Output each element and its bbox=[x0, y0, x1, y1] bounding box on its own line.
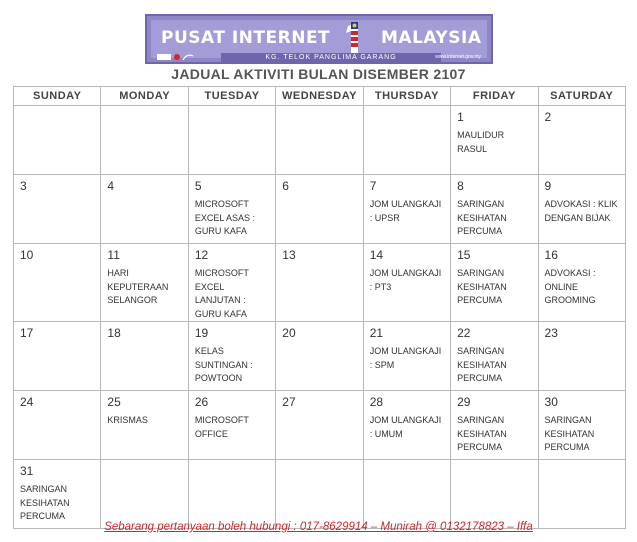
calendar-day-cell bbox=[101, 460, 188, 529]
day-number: 4 bbox=[107, 179, 115, 193]
weekday-sunday: SUNDAY bbox=[14, 87, 101, 106]
day-number: 13 bbox=[282, 248, 296, 262]
calendar-day-cell bbox=[276, 106, 363, 175]
calendar-day-cell bbox=[14, 391, 101, 460]
calendar-title: JADUAL AKTIVITI BULAN DISEMBER 2107 bbox=[171, 66, 466, 82]
calendar-day-cell bbox=[188, 460, 275, 529]
day-event: JOM ULANGKAJI : UMUM bbox=[369, 415, 442, 439]
calendar-day-cell bbox=[451, 106, 538, 175]
calendar-day-cell bbox=[101, 106, 188, 175]
banner-title-right: MALAYSIA bbox=[381, 28, 482, 48]
day-event: KELAS SUNTINGAN : POWTOON bbox=[194, 346, 253, 383]
day-number: 17 bbox=[20, 326, 34, 340]
banner-title-left: PUSAT INTERNET bbox=[161, 28, 331, 48]
calendar-day-cell bbox=[188, 244, 275, 322]
day-number: 8 bbox=[457, 179, 464, 193]
day-number: 23 bbox=[544, 326, 558, 340]
calendar-day-cell bbox=[451, 175, 538, 244]
weekday-tuesday: TUESDAY bbox=[188, 87, 275, 106]
calendar-body bbox=[14, 106, 626, 529]
day-number: 1 bbox=[457, 110, 464, 124]
calendar-day-cell bbox=[451, 322, 538, 391]
contact-footer: Sebarang pertanyaan boleh hubungi : 017-8629914 – Munirah @ 0132178823 – Iffa bbox=[104, 521, 533, 533]
calendar-day-cell bbox=[188, 175, 275, 244]
calendar-week-row bbox=[14, 391, 626, 460]
day-number: 27 bbox=[282, 395, 296, 409]
banner-inner bbox=[151, 20, 487, 61]
calendar-day-cell bbox=[363, 106, 450, 175]
calendar-day-cell bbox=[14, 460, 101, 529]
header-banner bbox=[145, 14, 493, 64]
calendar-day-cell bbox=[538, 460, 625, 529]
day-number: 21 bbox=[369, 326, 384, 340]
calendar-day-cell bbox=[101, 391, 188, 460]
calendar-day-cell bbox=[188, 322, 275, 391]
calendar-day-cell bbox=[363, 322, 450, 391]
banner-subtitle: KG. TELOK PANGLIMA GARANG bbox=[221, 53, 441, 62]
calendar-day-cell bbox=[538, 322, 625, 391]
day-event: JOM ULANGKAJI : PT3 bbox=[369, 268, 442, 292]
partner-logos-icon bbox=[157, 53, 197, 61]
calendar-day-cell bbox=[276, 175, 363, 244]
calendar-week-row bbox=[14, 244, 626, 322]
day-event: SARINGAN KESIHATAN PERCUMA bbox=[544, 415, 595, 452]
calendar-week-row bbox=[14, 322, 626, 391]
day-event: SARINGAN KESIHATAN PERCUMA bbox=[457, 346, 507, 383]
calendar-day-cell bbox=[188, 106, 275, 175]
day-event: MICROSOFT OFFICE bbox=[194, 415, 249, 439]
day-number: 11 bbox=[107, 248, 120, 262]
calendar-day-cell bbox=[276, 460, 363, 529]
calendar-week-row bbox=[14, 106, 626, 175]
calendar-day-cell bbox=[363, 244, 450, 322]
day-number: 6 bbox=[282, 179, 289, 193]
day-number: 29 bbox=[457, 395, 471, 409]
calendar-day-cell bbox=[14, 106, 101, 175]
calendar-day-cell bbox=[101, 175, 188, 244]
day-event: SARINGAN KESIHATAN PERCUMA bbox=[20, 484, 70, 521]
banner-website: www.internet.gov.my bbox=[435, 54, 481, 60]
day-event: SARINGAN KESIHATAN PERCUMA bbox=[457, 199, 507, 236]
calendar-day-cell bbox=[276, 391, 363, 460]
weekday-saturday: SATURDAY bbox=[538, 87, 625, 106]
calendar-day-cell bbox=[101, 322, 188, 391]
day-number: 19 bbox=[194, 326, 209, 340]
weekday-thursday: THURSDAY bbox=[363, 87, 450, 106]
calendar-day-cell bbox=[14, 175, 101, 244]
day-number: 2 bbox=[544, 110, 552, 124]
day-number: 7 bbox=[369, 179, 377, 193]
day-event: ADVOKASI : ONLINE GROOMING bbox=[544, 268, 596, 305]
calendar-day-cell bbox=[14, 244, 101, 322]
day-number: 26 bbox=[194, 395, 209, 409]
day-event: SARINGAN KESIHATAN PERCUMA bbox=[457, 415, 507, 452]
calendar-day-cell bbox=[538, 244, 625, 322]
day-number: 15 bbox=[457, 248, 471, 262]
calendar-day-cell bbox=[276, 244, 363, 322]
day-number: 20 bbox=[282, 326, 296, 340]
weekday-friday: FRIDAY bbox=[451, 87, 538, 106]
day-event: ADVOKASI : KLIK DENGAN BIJAK bbox=[544, 199, 618, 223]
calendar-day-cell bbox=[188, 391, 275, 460]
day-number: 14 bbox=[369, 248, 384, 262]
day-event: KRISMAS bbox=[107, 415, 148, 425]
calendar-week-row bbox=[14, 175, 626, 244]
calendar-day-cell bbox=[101, 244, 188, 322]
calendar-day-cell bbox=[276, 322, 363, 391]
day-number: 25 bbox=[107, 395, 121, 409]
calendar-table bbox=[13, 86, 626, 529]
calendar-day-cell bbox=[538, 106, 625, 175]
day-event: HARI KEPUTERAAN SELANGOR bbox=[107, 268, 169, 305]
day-number: 12 bbox=[194, 248, 209, 262]
day-number: 16 bbox=[544, 248, 558, 262]
day-number: 28 bbox=[369, 395, 384, 409]
calendar-day-cell bbox=[14, 322, 101, 391]
calendar-day-cell bbox=[451, 244, 538, 322]
day-number: 30 bbox=[544, 395, 558, 409]
calendar-day-cell bbox=[363, 391, 450, 460]
calendar-day-cell bbox=[538, 175, 625, 244]
calendar-day-cell bbox=[363, 175, 450, 244]
day-event: JOM ULANGKAJI : UPSR bbox=[369, 199, 442, 223]
day-number: 10 bbox=[20, 248, 34, 262]
calendar-day-cell bbox=[538, 391, 625, 460]
calendar-day-cell bbox=[363, 460, 450, 529]
day-event: SARINGAN KESIHATAN PERCUMA bbox=[457, 268, 507, 305]
calendar-week-row bbox=[14, 460, 626, 529]
day-event: MICROSOFT EXCEL ASAS : GURU KAFA bbox=[194, 199, 256, 236]
day-number: 3 bbox=[20, 179, 27, 193]
day-event: MICROSOFT EXCEL LANJUTAN : GURU KAFA bbox=[194, 268, 249, 319]
day-number: 24 bbox=[20, 395, 34, 409]
calendar-day-cell bbox=[451, 460, 538, 529]
calendar-day-cell bbox=[451, 391, 538, 460]
day-number: 5 bbox=[194, 179, 202, 193]
day-event: MAULIDUR RASUL bbox=[457, 130, 505, 154]
day-event: JOM ULANGKAJI : SPM bbox=[369, 346, 442, 370]
weekday-monday: MONDAY bbox=[101, 87, 188, 106]
day-number: 22 bbox=[457, 326, 471, 340]
weekday-wednesday: WEDNESDAY bbox=[276, 87, 363, 106]
weekday-header-row bbox=[14, 87, 626, 106]
day-number: 31 bbox=[20, 464, 34, 478]
day-number: 18 bbox=[107, 326, 121, 340]
day-number: 9 bbox=[544, 179, 552, 193]
